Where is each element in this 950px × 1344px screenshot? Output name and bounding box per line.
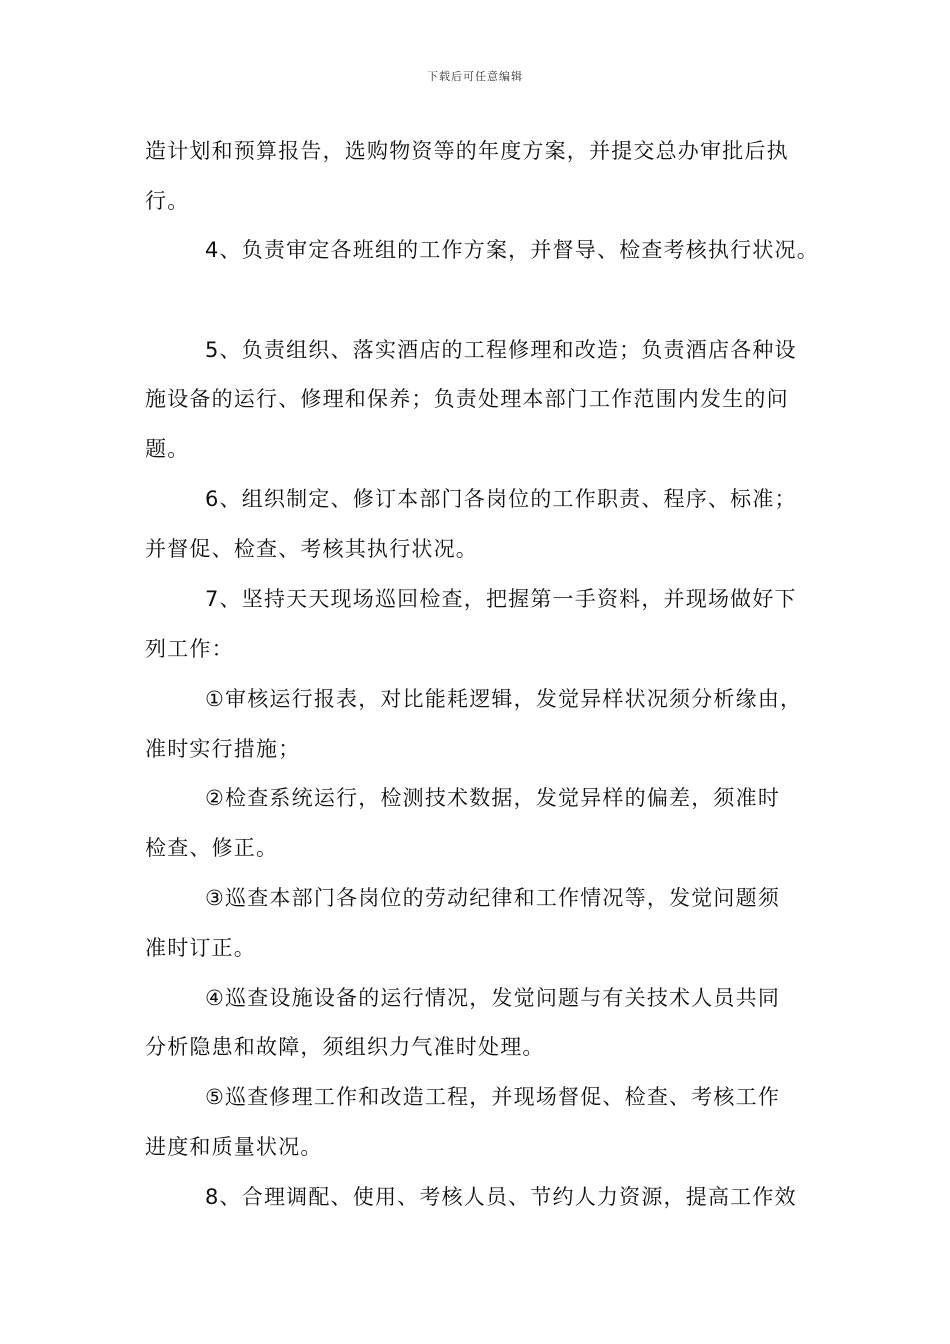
body-line: 列工作： xyxy=(145,637,234,661)
body-line: 造计划和预算报告，选购物资等的年度方案，并提交总办审批后执 xyxy=(145,139,789,163)
body-line: 5、负责组织、落实酒店的工程修理和改造；负责酒店各种设 xyxy=(205,338,797,362)
body-line: 6、组织制定、修订本部门各岗位的工作职责、程序、标准； xyxy=(205,487,797,511)
body-line: ②检查系统运行，检测技术数据，发觉异样的偏差，须准时 xyxy=(205,786,781,810)
body-line: 8、合理调配、使用、考核人员、节约人力资源，提高工作效 xyxy=(205,1185,797,1209)
body-line: 检查、修正。 xyxy=(145,836,279,860)
body-line: 分析隐患和故障，须组织力气准时处理。 xyxy=(145,1035,545,1059)
body-line: 准时实行措施； xyxy=(145,737,301,761)
page-header: 下载后可任意编辑 xyxy=(427,70,523,83)
body-line: 7、坚持天天现场巡回检查，把握第一手资料，并现场做好下 xyxy=(205,587,797,611)
body-line: ④巡查设施设备的运行情况，发觉问题与有关技术人员共同 xyxy=(205,986,781,1010)
body-line: 题。 xyxy=(145,437,190,461)
body-line: 并督促、检查、考核其执行状况。 xyxy=(145,537,478,561)
body-line: 准时订正。 xyxy=(145,936,256,960)
body-line: ①审核运行报表，对比能耗逻辑，发觉异样状况须分析缘由， xyxy=(205,687,803,711)
body-line: ③巡查本部门各岗位的劳动纪律和工作情况等，发觉问题须 xyxy=(205,886,781,910)
body-line: 进度和质量状况。 xyxy=(145,1135,323,1159)
body-line: 行。 xyxy=(145,189,190,213)
body-line: ⑤巡查修理工作和改造工程，并现场督促、检查、考核工作 xyxy=(205,1085,781,1109)
body-line: 施设备的运行、修理和保养；负责处理本部门工作范围内发生的问 xyxy=(145,387,789,411)
body-line: 4、负责审定各班组的工作方案，并督导、检查考核执行状况。 xyxy=(205,238,819,262)
